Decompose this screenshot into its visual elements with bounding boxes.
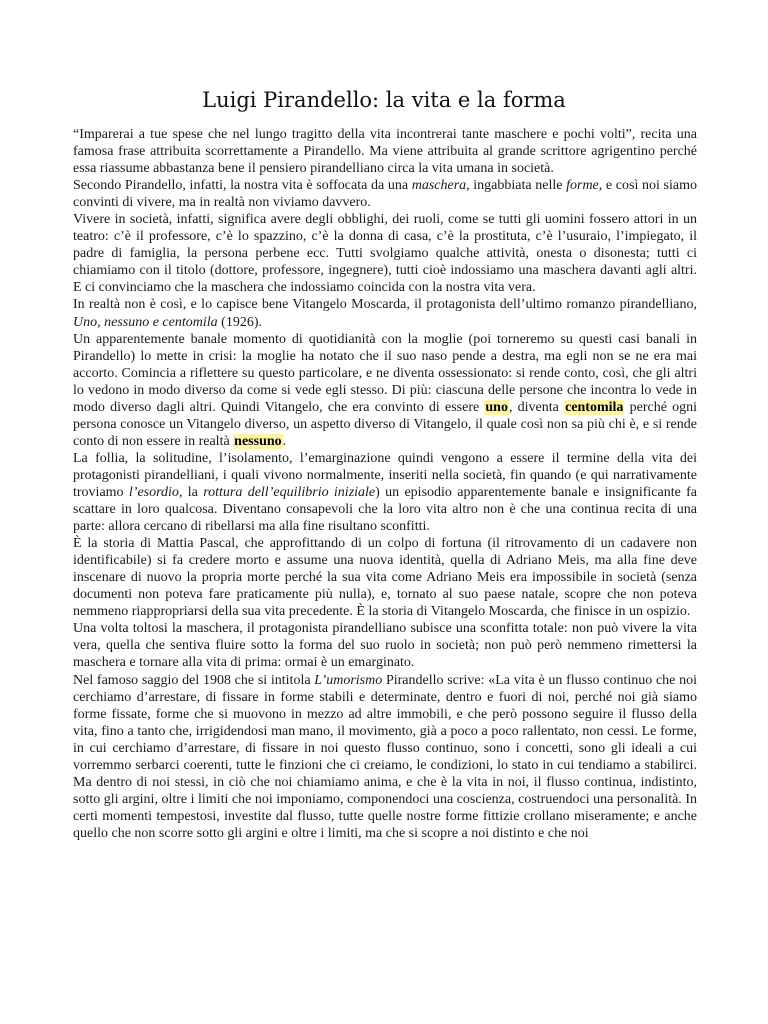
body-paragraph xyxy=(73,672,697,842)
highlighted-keyword: nessuno xyxy=(234,433,282,449)
highlighted-keyword: centomila xyxy=(565,399,624,415)
paragraph-text: In realtà non è così, e lo capisce bene Vitangelo Moscarda, il protagonista dell’ultimo romanzo pirandelliano, xyxy=(73,297,697,313)
paragraph-text: , diventa xyxy=(508,399,565,415)
paragraph-text: Secondo Pirandello, infatti, la nostra vita è soffocata da una xyxy=(73,178,412,194)
paragraph-text: ) un episodio apparentemente banale e insignificante fa scattare in loro qualcosa. Diventano consapevoli che la loro vita altro non è che una continua recita di una parte: allora cercano di ribellarsi ma alla fine risultano sconfitti. xyxy=(73,484,698,535)
paragraph-text: , ingabbiata nelle xyxy=(466,178,567,194)
body-paragraph xyxy=(73,177,697,211)
paragraph-text: Nel famoso saggio del 1908 che si intitola xyxy=(73,672,315,688)
paragraph-text: , e così noi siamo convinti di vivere, ma in realtà non viviamo davvero. xyxy=(73,178,697,211)
italic-text: L’umorismo xyxy=(314,672,383,688)
italic-text: rottura dell’equilibrio iniziale xyxy=(203,484,376,500)
body-paragraph xyxy=(73,296,697,330)
paragraph-text: Un apparentemente banale momento di quotidianità con la moglie (poi torneremo su questi casi banali in Pirandello) lo mette in crisi: la moglie ha notato che il suo naso pende a destra, ma egli non se ne era mai accorto. Comincia a riflettere su questo particolare, e ne diventa ossessionato: si rende conto, così, che gli altri lo vedono in modo diverso da come si vede egli stesso. Di più: ciascuna delle persone che incontra lo vede in modo diverso dagli altri. Quindi Vitangelo, che era convinto di essere xyxy=(73,331,697,415)
paragraph-text: . xyxy=(282,433,287,449)
body-paragraph xyxy=(73,126,697,177)
paragraph-text: perché ogni persona conosce un Vitangelo diverso, un aspetto diverso di Vitangelo, il quale così non sa più chi è, e si rende conto di non essere in realtà xyxy=(73,399,697,449)
document-body xyxy=(73,126,697,842)
italic-text: forme xyxy=(566,178,599,194)
body-paragraph xyxy=(73,535,697,620)
italic-text: maschera xyxy=(411,178,467,194)
paragraph-text: “Imparerai a tue spese che nel lungo tragitto della vita incontrerai tante maschere e pochi volti”, recita una famosa frase attribuita scorrettamente a Pirandello. Ma viene attribuita al grande scrittore agrigentino perché essa riassume abbastanza bene il pensiero pirandelliano circa la vita umana in società. xyxy=(73,127,697,177)
italic-text: l’esordio xyxy=(128,484,179,500)
body-paragraph xyxy=(73,331,697,450)
body-paragraph xyxy=(73,450,697,535)
body-paragraph xyxy=(73,620,697,671)
body-paragraph xyxy=(73,211,697,296)
paragraph-text: Una volta toltosi la maschera, il protagonista pirandelliano subisce una sconfitta totale: non può vivere la vita vera, quella che sentiva fluire sotto la forma del suo ruolo in società; non può però nemmeno rimettersi la maschera e tornare alla vita di prima: ormai è un emarginato. xyxy=(73,621,697,671)
paragraph-text: , la xyxy=(178,484,204,500)
paragraph-text: È la storia di Mattia Pascal, che approfittando di un colpo di fortuna (il ritrovamento di un cadavere non identificabile) si fa credere morto e assume una nuova identità, quella di Adriano Meis, ma alla fine deve inscenare di nuovo la propria morte perché la sua vita come Adriano Meis era impossibile in società (senza documenti non poteva fare praticamente più nulla), e, tornato al suo paese natale, scopre che non poteva nemmeno riappropriarsi della sua vita precedente. È la storia di Vitangelo Moscarda, che finisce in un ospizio. xyxy=(73,536,697,620)
page-title: Luigi Pirandello: la vita e la forma xyxy=(202,88,566,112)
paragraph-text: Pirandello scrive: «La vita è un flusso continuo che noi cerchiamo d’arrestare, di fissare in forme stabili e determinate, dentro e fuori di noi, perché noi già siamo forme fissate, forme che si muovono in mezzo ad altre immobili, e che però possono seguire il flusso della vita, fino a tanto che, irrigidendosi man mano, il movimento, già a poco a poco rallentato, non cessi. Le forme, in cui cerchiamo d’arrestare, di fissare in noi questo flusso continuo, sono i concetti, sono gli ideali a cui vorremmo serbarci coerenti, tutte le finzioni che ci creiamo, le condizioni, lo stato in cui tendiamo a stabilirci. Ma dentro di noi stessi, in ciò che noi chiamiamo anima, e che è la vita in noi, il flusso continua, indistinto, sotto gli argini, oltre i limiti che noi imponiamo, componendoci una coscienza, costruendoci una personalità. In certi momenti tempestosi, investite dal flusso, tutte quelle nostre forme fittizie crollano miseramente; e anche quello che non scorre sotto gli argini e oltre i limiti, ma che si scopre a noi distinto e che noi xyxy=(73,672,698,841)
italic-text: Uno, nessuno e centomila xyxy=(73,314,218,330)
paragraph-text: Vivere in società, infatti, significa avere degli obblighi, dei ruoli, come se tutti gli uomini fossero attori in un teatro: c’è il professore, c’è lo spazzino, c’è la donna di casa, c’è la prostituta, c’è l’usuraio, l’impiegato, il padre di famiglia, la persona perbene ecc. Tutti svolgiamo qualche attività, onesta o disonesta; tutti ci chiamiamo con il titolo (dottore, professore, ingegnere), tutti cioè indossiamo una maschera davanti agli altri. E ci convinciamo che la maschera che indossiamo coincida con la nostra vita vera. xyxy=(73,212,697,296)
highlighted-keyword: uno xyxy=(485,399,508,415)
paragraph-text: La follia, la solitudine, l’isolamento, l’emarginazione quindi vengono a essere il termine della vita dei protagonisti pirandelliani, i quali vivono normalmente, inseriti nella società, fin quando (e qui narrativamente troviamo xyxy=(73,450,697,500)
paragraph-text: (1926). xyxy=(217,314,262,330)
